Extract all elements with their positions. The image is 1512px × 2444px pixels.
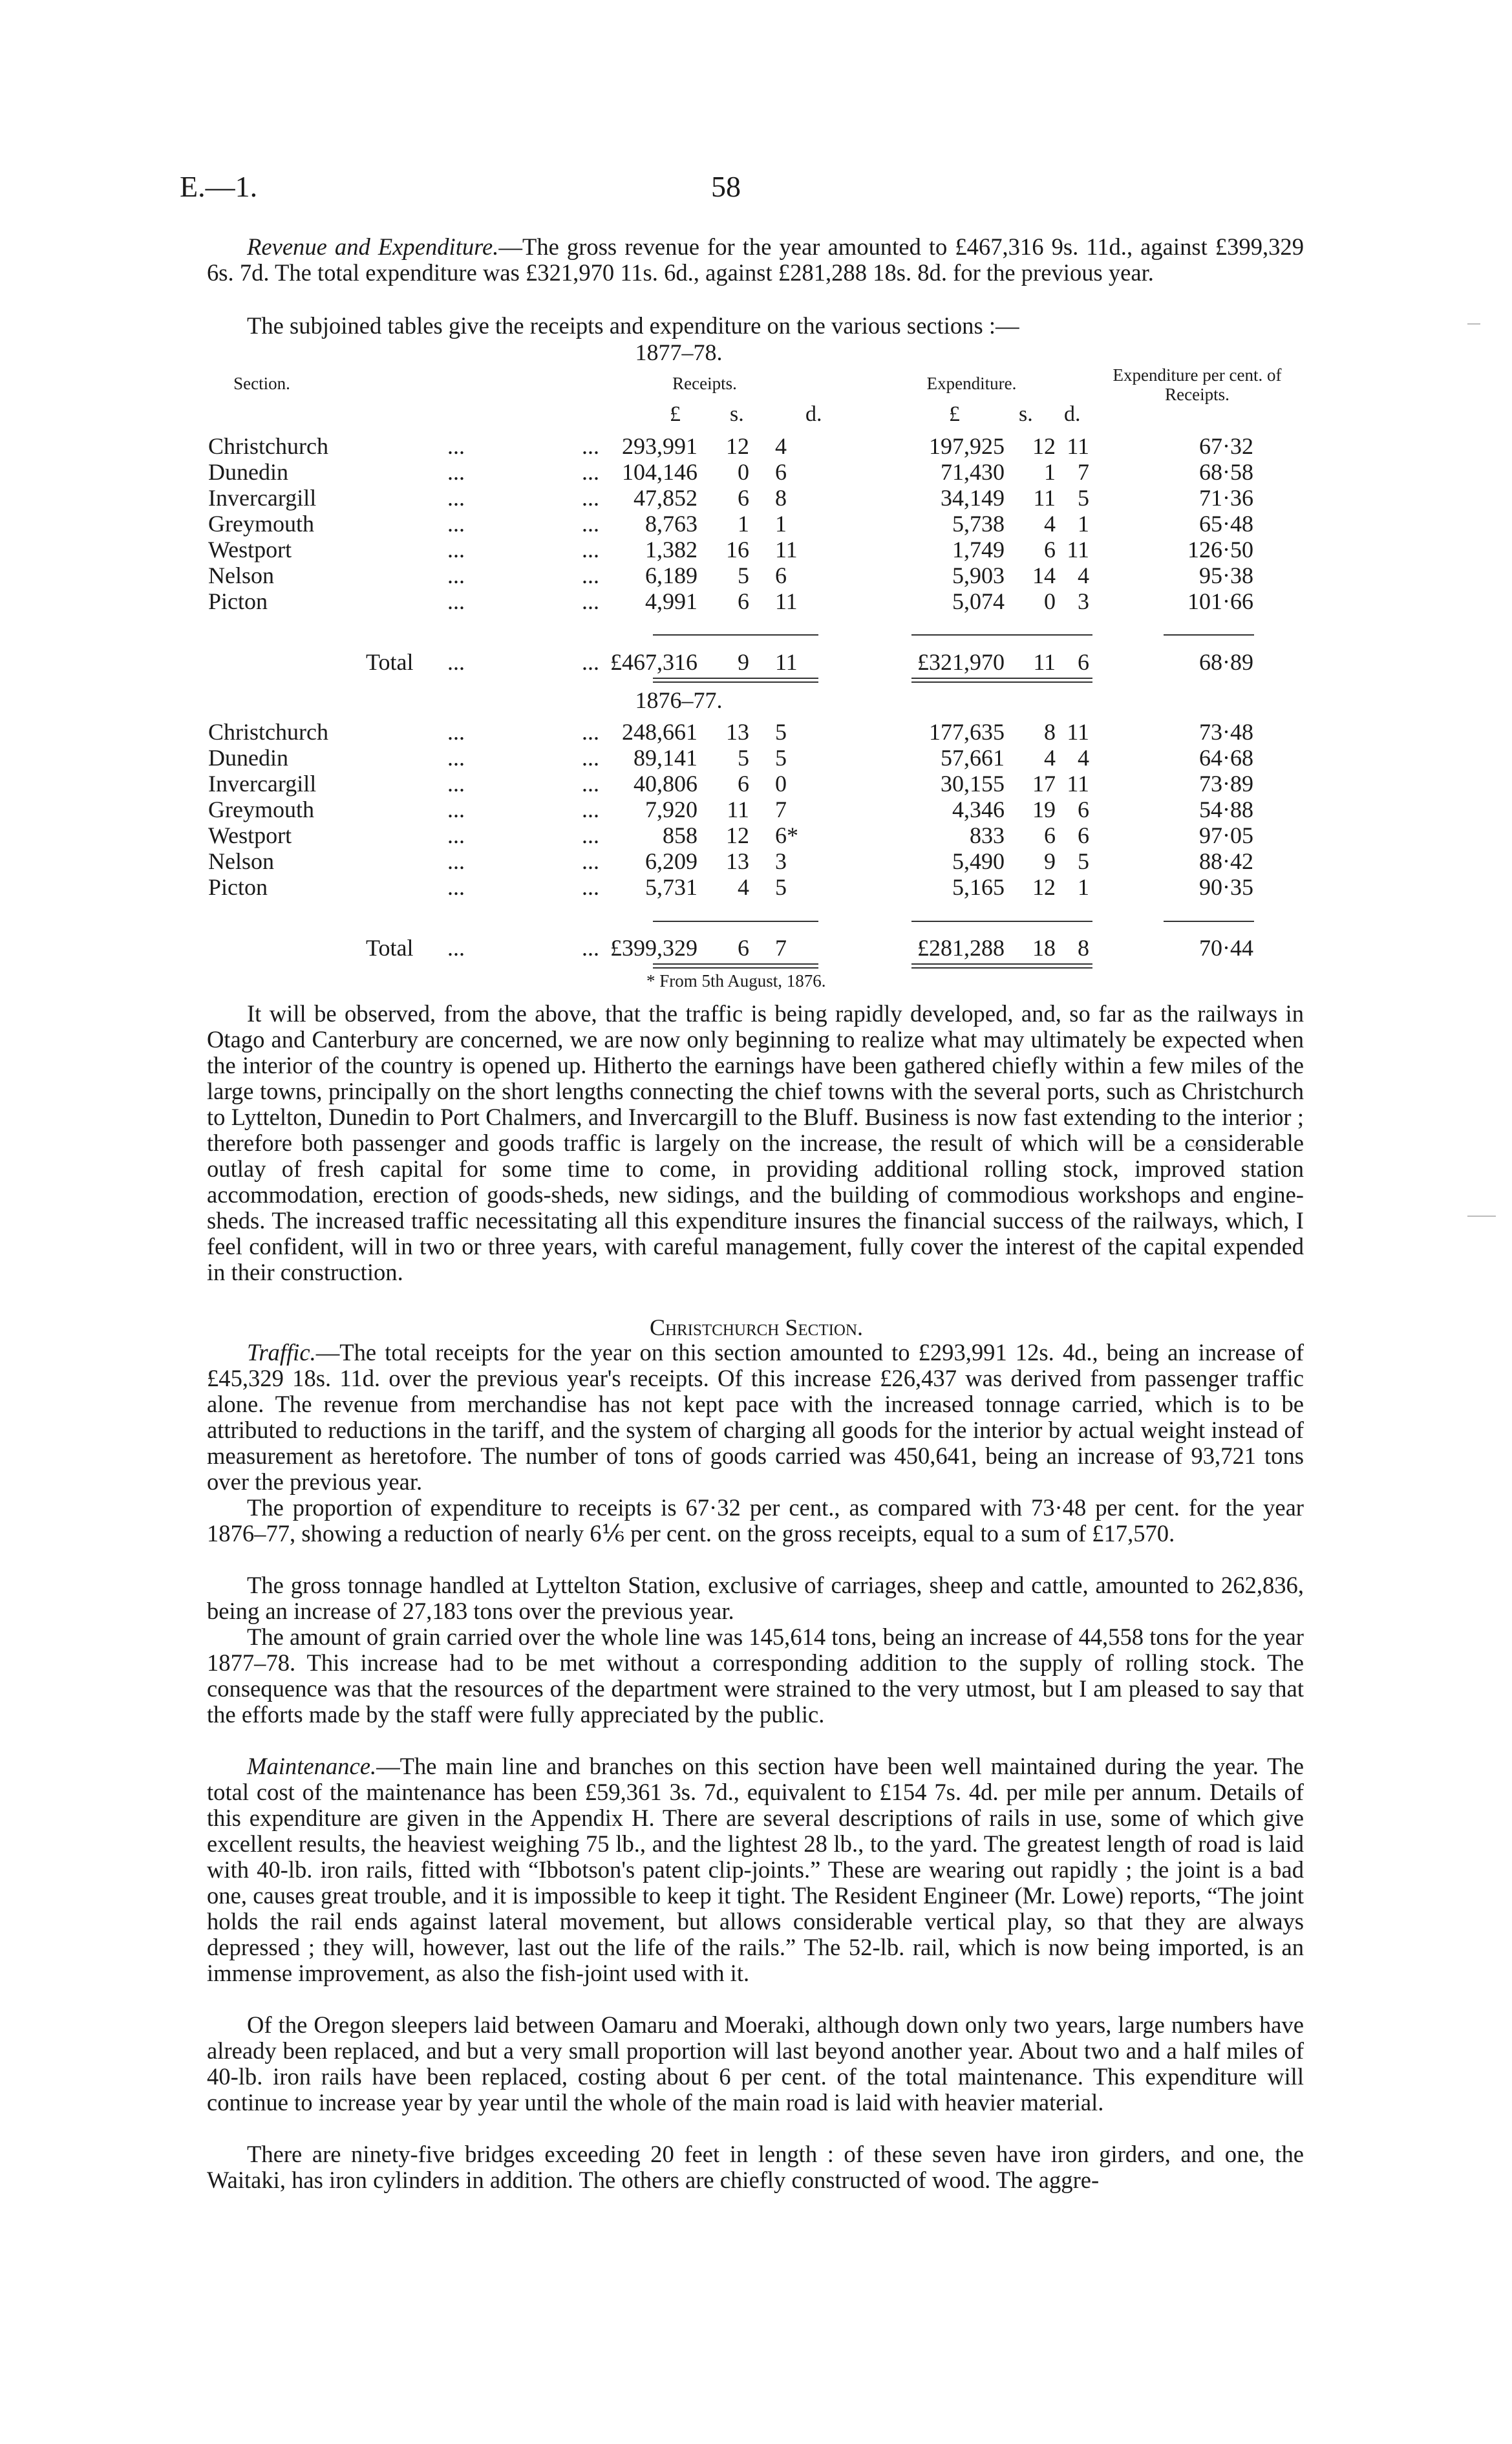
receipts-shillings: 1 (738, 511, 749, 537)
leader-dots: ... (582, 649, 599, 675)
receipts-shillings: 0 (738, 459, 749, 485)
receipts-pence: 1 (775, 511, 787, 537)
receipts-shillings: 6 (738, 935, 749, 961)
grain-paragraph: The amount of grain carried over the whole line was 145,614 tons, being an increase of 44,558 tons for the year 1877–78. This increase had to be met without a corresponding addition to the supply of rolling stock. The consequence was that the resources of the department were strained to the very utmost, but I am pleased to say that the efforts made by the staff were fully appreciated by the public. (207, 1624, 1304, 1728)
table-row (0, 459, 1512, 485)
expenditure-shillings: 6 (1044, 822, 1056, 848)
leader-dots: ... (582, 874, 599, 900)
expenditure-pounds: 57,661 (941, 745, 1005, 771)
section-name: Westport (208, 537, 292, 563)
receipts-shillings: 13 (726, 848, 749, 874)
bridges-paragraph: There are ninety-five bridges exceeding 20 feet in length : of these seven have iron girders, and one, the Waitaki, has iron cylinders in addition. The others are chiefly constructed of wood. The aggre- (207, 2141, 1304, 2193)
table-row (0, 719, 1512, 745)
expenditure-shillings: 0 (1044, 588, 1056, 614)
expenditure-shillings: 4 (1044, 511, 1056, 537)
table-row (0, 537, 1512, 563)
percent-value: 68·89 (1199, 649, 1253, 675)
receipts-pence: 11 (775, 537, 798, 563)
receipts-pence: 11 (775, 588, 798, 614)
unit-pounds-receipts: £ (670, 402, 681, 426)
sum-rule (911, 634, 1092, 636)
percent-value: 73·89 (1199, 771, 1253, 797)
expenditure-shillings: 12 (1032, 874, 1056, 900)
expenditure-pence: 7 (1078, 459, 1089, 485)
col-receipts-header: Receipts. (672, 374, 737, 393)
maintenance-text: —The main line and branches on this section have been well maintained during the year. The total cost of the maintenance has been £59,361 3s. 7d., equivalent to £154 7s. 4d. per mile per annum. Details of this expenditure are given in the Appendix H. There are several descriptions of rails in use, some of which give excellent results, the heaviest weighing 75 lb., and the lightest 28 lb., to the yard. The greatest length of road is laid with 40-lb. iron rails, fitted with “Ibbotson's patent clip-joints.” These are wearing out rapidly ; the joint is a bad one, causes great trouble, and it is impossible to keep it tight. The Resident Engineer (Mr. Lowe) reports, “The joint holds the rail ends against lateral movement, but allows considerable vertical play, so that they are always depressed ; they will, however, last out the life of the rails.” The 52-lb. rail, which is now being imported, is an immense improvement, as also the fish-joint used with it. (207, 1753, 1304, 1986)
percent-value: 88·42 (1199, 848, 1253, 874)
leader-dots: ... (447, 588, 465, 614)
expenditure-shillings: 19 (1032, 797, 1056, 822)
receipts-pounds: 858 (663, 822, 697, 848)
expenditure-pence: 6 (1078, 649, 1089, 675)
sum-rule (1164, 921, 1254, 922)
receipts-pence: 11 (775, 649, 798, 675)
total-rule (911, 678, 1092, 683)
receipts-pounds: 89,141 (634, 745, 697, 771)
percent-value: 70·44 (1199, 935, 1253, 961)
traffic-lead: Traffic. (247, 1339, 316, 1366)
expenditure-pence: 4 (1078, 563, 1089, 588)
maintenance-lead: Maintenance. (247, 1753, 377, 1779)
receipts-shillings: 12 (726, 433, 749, 459)
receipts-shillings: 12 (726, 822, 749, 848)
expenditure-shillings: 8 (1044, 719, 1056, 745)
receipts-pounds: 104,146 (622, 459, 697, 485)
leader-dots: ... (447, 874, 465, 900)
receipts-shillings: 13 (726, 719, 749, 745)
expenditure-pounds: 833 (970, 822, 1005, 848)
total-label: Total (366, 649, 414, 675)
section-name: Dunedin (208, 745, 288, 771)
percent-value: 126·50 (1187, 537, 1253, 563)
receipts-pence: 3 (775, 848, 787, 874)
table-row (0, 848, 1512, 874)
receipts-pence: 5 (775, 874, 787, 900)
receipts-pence: 6* (775, 822, 798, 848)
sleepers-paragraph: Of the Oregon sleepers laid between Oamaru and Moeraki, although down only two years, large numbers have already been replaced, and but a very small proportion will last beyond another year. About two and a half miles of 40-lb. iron rails have been replaced, costing about 6 per cent. of the total maintenance. This expenditure will continue to increase year by year until the whole of the main road is laid with heavier material. (207, 2011, 1304, 2116)
subjoined-paragraph: The subjoined tables give the receipts and expenditure on the various sections :— (247, 312, 1019, 339)
receipts-shillings: 11 (727, 797, 749, 822)
expenditure-pence: 5 (1078, 848, 1089, 874)
receipts-pounds: 6,209 (645, 848, 697, 874)
receipts-pence: 6 (775, 459, 787, 485)
percent-value: 95·38 (1199, 563, 1253, 588)
leader-dots: ... (447, 649, 465, 675)
percent-value: 64·68 (1199, 745, 1253, 771)
traffic-text: —The total receipts for the year on this section amounted to £293,991 12s. 4d., being an increase of £45,329 18s. 11d. over the previous year's receipts. Of this increase £26,437 was derived from passenger traffic alone. The revenue from merchandise has not kept pace with the increased tonnage carried, which is to be attributed to reductions in the tariff, and the system of charging all goods for the interior by actual weight instead of measurement as heretofore. The number of tons of goods carried was 450,641, being an increase of 93,721 tons over the previous year. (207, 1339, 1304, 1495)
intro-lead: Revenue and Expenditure. (247, 233, 499, 260)
leader-dots: ... (582, 822, 599, 848)
leader-dots: ... (582, 563, 599, 588)
intro-text: —The gross revenue for the year amounted to £467,316 9s. 11d., against £399,329 6s. 7d. The total expenditure was £321,970 11s. 6d., against £281,288 18s. 8d. for the previous year. (207, 233, 1304, 286)
expenditure-pounds: 177,635 (929, 719, 1005, 745)
percent-value: 90·35 (1199, 874, 1253, 900)
receipts-shillings: 4 (738, 874, 749, 900)
table-total-row (0, 649, 1512, 675)
expenditure-pence: 11 (1067, 771, 1089, 797)
expenditure-pounds: 4,346 (952, 797, 1005, 822)
expenditure-pence: 6 (1078, 797, 1089, 822)
percent-value: 71·36 (1199, 485, 1253, 511)
receipts-shillings: 9 (738, 649, 749, 675)
report-code: E.—1. (180, 170, 258, 203)
leader-dots: ... (582, 719, 599, 745)
percent-value: 54·88 (1199, 797, 1253, 822)
expenditure-pounds: 30,155 (941, 771, 1005, 797)
table-row (0, 797, 1512, 822)
receipts-shillings: 16 (726, 537, 749, 563)
expenditure-pounds: 197,925 (929, 433, 1005, 459)
expenditure-shillings: 4 (1044, 745, 1056, 771)
leader-dots: ... (447, 771, 465, 797)
expenditure-shillings: 11 (1033, 485, 1056, 511)
receipts-pounds: 8,763 (645, 511, 697, 537)
section-name: Greymouth (208, 511, 314, 537)
expenditure-shillings: 18 (1032, 935, 1056, 961)
percent-value: 101·66 (1187, 588, 1253, 614)
expenditure-pounds: 71,430 (941, 459, 1005, 485)
receipts-pence: 8 (775, 485, 787, 511)
receipts-pounds: £399,329 (610, 935, 697, 961)
col-expenditure-header: Expenditure. (926, 374, 1017, 393)
expenditure-shillings: 11 (1033, 649, 1056, 675)
leader-dots: ... (447, 537, 465, 563)
expenditure-pence: 8 (1078, 935, 1089, 961)
expenditure-pence: 5 (1078, 485, 1089, 511)
section-name: Invercargill (208, 485, 317, 511)
section-name: Picton (208, 874, 268, 900)
receipts-pounds: 7,920 (645, 797, 697, 822)
receipts-pence: 7 (775, 797, 787, 822)
leader-dots: ... (447, 848, 465, 874)
leader-dots: ... (447, 563, 465, 588)
expenditure-pounds: 5,903 (952, 563, 1005, 588)
receipts-pounds: 6,189 (645, 563, 697, 588)
expenditure-pounds: 1,749 (952, 537, 1005, 563)
receipts-pence: 5 (775, 719, 787, 745)
receipts-pounds: 47,852 (634, 485, 697, 511)
expenditure-pounds: 5,490 (952, 848, 1005, 874)
col-section-header: Section. (233, 374, 290, 393)
table-row (0, 485, 1512, 511)
leader-dots: ... (582, 511, 599, 537)
total-rule (911, 963, 1092, 969)
receipts-pounds: 5,731 (645, 874, 697, 900)
leader-dots: ... (447, 511, 465, 537)
sum-rule (911, 921, 1092, 922)
total-label: Total (366, 935, 414, 961)
section-name: Westport (208, 822, 292, 848)
expenditure-shillings: 9 (1044, 848, 1056, 874)
footnote: * From 5th August, 1876. (646, 971, 826, 991)
leader-dots: ... (582, 771, 599, 797)
unit-pence-expenditure: d. (1064, 402, 1081, 426)
sum-rule (1164, 634, 1254, 636)
receipts-pounds: 40,806 (634, 771, 697, 797)
page-number: 58 (711, 170, 741, 203)
expenditure-pence: 3 (1078, 588, 1089, 614)
section-name: Nelson (208, 563, 274, 588)
leader-dots: ... (447, 433, 465, 459)
receipts-pence: 6 (775, 563, 787, 588)
table-row (0, 822, 1512, 848)
leader-dots: ... (447, 797, 465, 822)
expenditure-pence: 1 (1078, 511, 1089, 537)
year-heading-1876: 1876–77. (635, 687, 723, 713)
receipts-shillings: 6 (738, 771, 749, 797)
table-row (0, 511, 1512, 537)
leader-dots: ... (582, 433, 599, 459)
receipts-pence: 4 (775, 433, 787, 459)
receipts-shillings: 5 (738, 745, 749, 771)
expenditure-shillings: 14 (1032, 563, 1056, 588)
margin-mark (1467, 323, 1480, 325)
expenditure-pence: 6 (1078, 822, 1089, 848)
observation-paragraph: It will be observed, from the above, that the traffic is being rapidly developed, and, so far as the railways in Otago and Canterbury are concerned, we are now only beginning to realize what may ultimately be expected when the interior of the country is opened up. Hitherto the earnings have been gathered chiefly within a few miles of the large towns, principally on the short lengths connecting the chief towns with the several ports, such as Christchurch to Lyttelton, Dunedin to Port Chalmers, and Invercargill to the Bluff. Business is now fast extending to the interior ; therefore both passenger and goods traffic is largely on the increase, the result of which will be a considerable outlay of fresh capital for some time to come, in providing additional rolling stock, improved station accommodation, erection of goods-sheds, new sidings, and the building of commodious workshops and engine-sheds. The increased traffic necessitating all this expenditure insures the financial success of the railways, which, I feel confident, will in two or three years, with careful management, fully cover the interest of the capital expended in their construction. (207, 1000, 1304, 1285)
margin-mark (1467, 1216, 1496, 1217)
unit-shillings-receipts: s. (730, 402, 744, 426)
table-total-row (0, 935, 1512, 961)
table-row (0, 563, 1512, 588)
receipts-shillings: 6 (738, 485, 749, 511)
leader-dots: ... (582, 485, 599, 511)
receipts-pounds: 293,991 (622, 433, 697, 459)
expenditure-pounds: £321,970 (917, 649, 1005, 675)
col-percent-header: Expenditure per cent. of Receipts. (1113, 365, 1282, 404)
table-row (0, 433, 1512, 459)
traffic-paragraph (207, 1340, 1304, 1495)
leader-dots: ... (447, 822, 465, 848)
leader-dots: ... (447, 459, 465, 485)
leader-dots: ... (582, 537, 599, 563)
expenditure-pence: 4 (1078, 745, 1089, 771)
section-name: Nelson (208, 848, 274, 874)
expenditure-shillings: 6 (1044, 537, 1056, 563)
expenditure-pounds: 5,165 (952, 874, 1005, 900)
receipts-pence: 5 (775, 745, 787, 771)
year-heading-1877: 1877–78. (635, 339, 723, 365)
leader-dots: ... (447, 485, 465, 511)
expenditure-shillings: 17 (1032, 771, 1056, 797)
section-heading: Christchurch Section. (649, 1314, 864, 1340)
expenditure-pounds: 34,149 (941, 485, 1005, 511)
sum-rule (653, 634, 818, 636)
expenditure-shillings: 1 (1044, 459, 1056, 485)
leader-dots: ... (582, 745, 599, 771)
receipts-pounds: £467,316 (610, 649, 697, 675)
receipts-pence: 0 (775, 771, 787, 797)
receipts-pounds: 4,991 (645, 588, 697, 614)
total-rule (653, 678, 818, 683)
table-row (0, 745, 1512, 771)
leader-dots: ... (582, 459, 599, 485)
receipts-shillings: 5 (738, 563, 749, 588)
leader-dots: ... (447, 935, 465, 961)
section-name: Christchurch (208, 719, 328, 745)
leader-dots: ... (582, 588, 599, 614)
maintenance-paragraph (207, 1753, 1304, 1986)
expenditure-shillings: 12 (1032, 433, 1056, 459)
section-name: Greymouth (208, 797, 314, 822)
receipts-pence: 7 (775, 935, 787, 961)
table-row (0, 588, 1512, 614)
expenditure-pounds: 5,074 (952, 588, 1005, 614)
percent-value: 97·05 (1199, 822, 1253, 848)
leader-dots: ... (582, 935, 599, 961)
section-name: Picton (208, 588, 268, 614)
total-rule (653, 963, 818, 969)
percent-value: 65·48 (1199, 511, 1253, 537)
percent-value: 68·58 (1199, 459, 1253, 485)
unit-shillings-expenditure: s. (1019, 402, 1033, 426)
table-row (0, 771, 1512, 797)
expenditure-pence: 11 (1067, 433, 1089, 459)
receipts-pounds: 1,382 (645, 537, 697, 563)
unit-pounds-expenditure: £ (949, 402, 960, 426)
unit-pence-receipts: d. (805, 402, 822, 426)
expenditure-pounds: £281,288 (917, 935, 1005, 961)
leader-dots: ... (582, 797, 599, 822)
leader-dots: ... (447, 745, 465, 771)
margin-mark (1189, 1146, 1215, 1147)
leader-dots: ... (447, 719, 465, 745)
intro-paragraph (207, 234, 1304, 286)
section-name: Christchurch (208, 433, 328, 459)
section-name: Invercargill (208, 771, 317, 797)
sum-rule (653, 921, 818, 922)
receipts-shillings: 6 (738, 588, 749, 614)
expenditure-pence: 1 (1078, 874, 1089, 900)
expenditure-pounds: 5,738 (952, 511, 1005, 537)
expenditure-pence: 11 (1067, 719, 1089, 745)
tonnage-paragraph: The gross tonnage handled at Lyttelton Station, exclusive of carriages, sheep and cattle, amounted to 262,836, being an increase of 27,183 tons over the previous year. (207, 1572, 1304, 1624)
percent-value: 73·48 (1199, 719, 1253, 745)
proportion-paragraph: The proportion of expenditure to receipts is 67·32 per cent., as compared with 73·48 per cent. for the year 1876–77, showing a reduction of nearly 6⅙ per cent. on the gross receipts, equal to a sum of £17,570. (207, 1494, 1304, 1547)
expenditure-pence: 11 (1067, 537, 1089, 563)
leader-dots: ... (582, 848, 599, 874)
receipts-pounds: 248,661 (622, 719, 697, 745)
section-name: Dunedin (208, 459, 288, 485)
table-row (0, 874, 1512, 900)
percent-value: 67·32 (1199, 433, 1253, 459)
